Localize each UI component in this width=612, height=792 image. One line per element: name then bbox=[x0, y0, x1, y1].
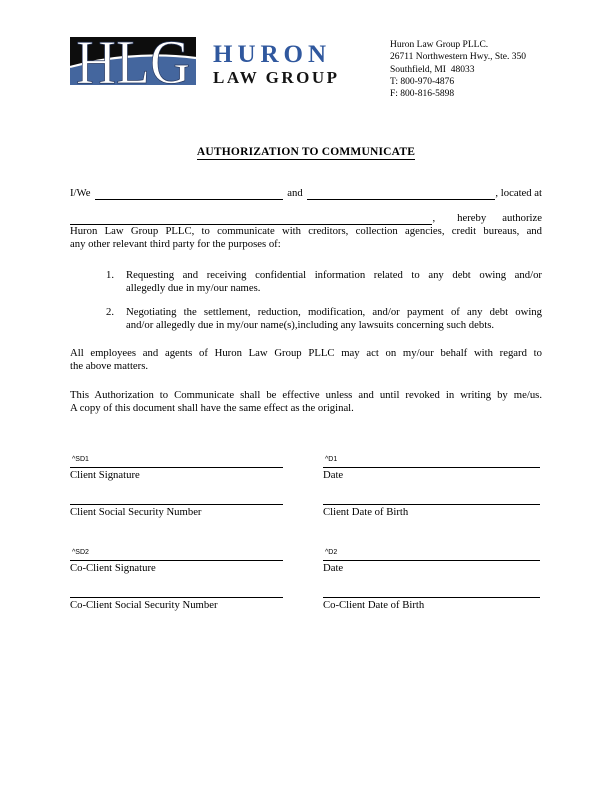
contact-block bbox=[390, 36, 542, 100]
paragraph-effective: This Authorization to Communicate shall be effective unless and until revoked in writing by me/us. A copy of this document shall have the same effect as the original. bbox=[70, 389, 542, 414]
coclient-date-label: Date bbox=[323, 562, 344, 574]
esign-anchor-d1: ^D1 bbox=[325, 456, 338, 463]
client-date-label: Date bbox=[323, 469, 344, 481]
paragraph-agents: All employees and agents of Huron Law Group PLLC may act on my/our behalf with regard to the above matters. bbox=[70, 347, 542, 372]
esign-anchor-sd2: ^SD2 bbox=[72, 549, 89, 556]
list-item-line: and/or allegedly due in my/our name(s),including any lawsuits concerning such debts. bbox=[126, 319, 495, 331]
client-ssn-field[interactable] bbox=[70, 482, 283, 505]
coclient-dob-field[interactable] bbox=[323, 575, 540, 598]
intro-line-1 bbox=[70, 187, 542, 200]
intro-located-at: , located at bbox=[495, 187, 543, 199]
hlg-monogram: HLG bbox=[76, 37, 190, 85]
intro-hereby: hereby bbox=[457, 212, 487, 224]
list-item-line: Negotiating the settlement, reduction, modification, and/or payment of any debt owing bbox=[126, 306, 542, 318]
document-title: AUTHORIZATION TO COMMUNICATE bbox=[196, 146, 416, 158]
intro-conjunction: and bbox=[287, 187, 303, 199]
list-item bbox=[106, 306, 542, 332]
coclient-dob-label: Co-Client Date of Birth bbox=[323, 599, 425, 611]
coclient-ssn-label: Co-Client Social Security Number bbox=[70, 599, 218, 611]
client-dob-field[interactable] bbox=[323, 482, 540, 505]
esign-anchor-d2: ^D2 bbox=[325, 549, 338, 556]
intro-comma: , bbox=[432, 212, 436, 224]
coclient-name-field[interactable] bbox=[307, 199, 496, 200]
coclient-ssn-field[interactable] bbox=[70, 575, 283, 598]
coclient-signature-label: Co-Client Signature bbox=[70, 562, 156, 574]
intro-pre: I/We bbox=[70, 187, 91, 199]
esign-anchor-sd1: ^SD1 bbox=[72, 456, 89, 463]
list-item-number: 2. bbox=[106, 306, 115, 318]
coclient-signature-field[interactable] bbox=[70, 543, 283, 561]
client-signature-label: Client Signature bbox=[70, 469, 140, 481]
brand-block bbox=[213, 42, 340, 86]
contact-line-city: Southfield, MI 48033 bbox=[390, 64, 475, 75]
client-signature-field[interactable] bbox=[70, 450, 283, 468]
contact-line-firm: Huron Law Group PLLC. bbox=[390, 40, 489, 50]
list-item-number: 1. bbox=[106, 269, 115, 281]
document-body bbox=[70, 187, 542, 415]
intro-authorize: authorize bbox=[502, 212, 542, 224]
client-name-field[interactable] bbox=[95, 199, 284, 200]
coclient-date-field[interactable] bbox=[323, 543, 540, 561]
intro-line-2 bbox=[70, 200, 542, 225]
list-item-line: Requesting and receiving confidential information related to any debt owing and/or bbox=[126, 269, 542, 281]
hlg-logo-graphic bbox=[70, 37, 196, 85]
numbered-list bbox=[70, 269, 542, 332]
client-ssn-label: Client Social Security Number bbox=[70, 506, 202, 518]
contact-line-street: 26711 Northwestern Hwy., Ste. 350 bbox=[390, 52, 526, 63]
contact-line-fax: F: 800-816-5898 bbox=[390, 89, 455, 100]
hlg-logo bbox=[70, 37, 196, 85]
intro-rest-line: Huron Law Group PLLC, to communicate with creditors, collection agencies, credit bureaus, and bbox=[70, 225, 542, 237]
list-item bbox=[106, 269, 542, 295]
letterhead bbox=[70, 36, 542, 100]
client-dob-label: Client Date of Birth bbox=[323, 506, 409, 518]
intro-rest-line: any other relevant third party for the purposes of: bbox=[70, 238, 281, 250]
signature-section bbox=[70, 450, 540, 612]
brand-name: HURON bbox=[213, 41, 332, 68]
brand-subname: LAW GROUP bbox=[213, 68, 340, 87]
contact-line-phone: T: 800-970-4876 bbox=[390, 76, 455, 87]
client-date-field[interactable] bbox=[323, 450, 540, 468]
list-item-line: allegedly due in my/our names. bbox=[126, 282, 261, 294]
